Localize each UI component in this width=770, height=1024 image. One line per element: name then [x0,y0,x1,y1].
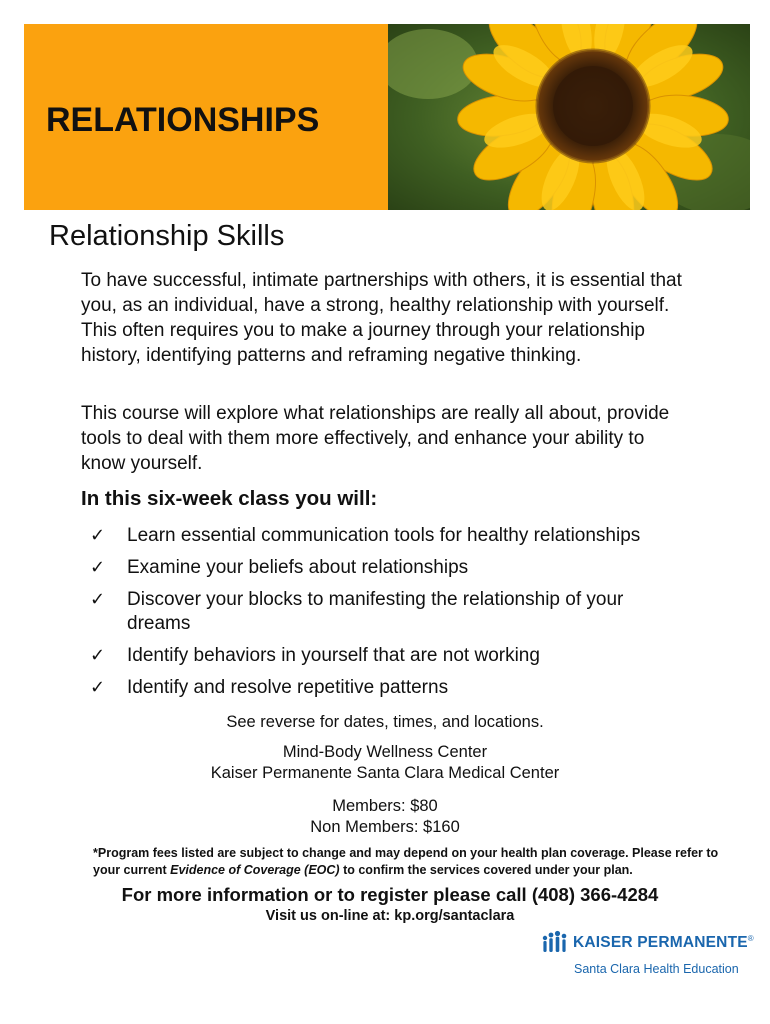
class-heading: In this six-week class you will: [81,487,378,510]
location-block [0,742,770,784]
members-fee: Members: $80 [332,797,438,815]
checklist-item [90,524,690,548]
kaiser-permanente-logo [541,930,754,958]
checkmark-icon: ✓ [90,677,106,698]
checklist-item-label: Discover your blocks to manifesting the relationship of your dreams [127,589,624,634]
logo-subtitle: Santa Clara Health Education [574,962,739,976]
checkmark-icon: ✓ [90,589,106,610]
registered-mark: ® [747,934,754,943]
fees-block [0,796,770,838]
checklist-item-label: Identify behaviors in yourself that are not working [127,645,540,666]
location-center: Mind-Body Wellness Center [282,743,488,761]
logo-name: KAISER PERMANENTE [573,934,748,952]
checkmark-icon: ✓ [90,645,106,666]
page-title: RELATIONSHIPS [46,101,320,139]
checklist-item-label: Identify and resolve repetitive patterns [127,677,449,698]
checklist-item [90,556,690,580]
people-icon [541,930,569,956]
section-title: Relationship Skills [49,220,285,252]
fee-disclaimer [93,845,733,879]
checkmark-icon: ✓ [90,557,106,578]
see-reverse-note: See reverse for dates, times, and locations. [226,713,544,731]
intro-paragraph: This course will explore what relationships are really all about, provide tools to deal with them more effectively, and enhance your ability to know yourself. [81,403,670,474]
header-banner [24,24,750,210]
disclaimer-text: *Program fees listed are subject to change and may depend on your health plan coverage. Please refer to your current [93,846,719,877]
location-facility: Kaiser Permanente Santa Clara Medical Center [210,764,560,782]
header-title-panel [24,24,388,210]
register-call-to-action: For more information or to register please call (408) 366-4284 [121,884,659,905]
checklist-item [90,644,690,668]
disclaimer-emphasis: Evidence of Coverage (EOC) [170,863,340,877]
checklist-item-label: Examine your beliefs about relationships [127,557,469,578]
checklist-item [90,676,690,700]
checkmark-icon: ✓ [90,525,106,546]
website-line[interactable]: Visit us on-line at: kp.org/santaclara [265,908,515,924]
non-members-fee: Non Members: $160 [310,818,460,836]
sunflower-image [388,24,750,210]
checklist-item [90,588,690,636]
checklist-item-label: Learn essential communication tools for healthy relationships [127,525,641,546]
disclaimer-text-end: to confirm the services covered under your plan. [339,863,633,877]
intro-paragraph: To have successful, intimate partnerships with others, it is essential that you, as an individual, have a strong, healthy relationship with yourself. This often requires you to make a journey through your relationship history, identifying patterns and reframing negative thinking. [81,270,682,366]
kaiser-permanente-wordmark [573,934,754,952]
checklist [90,524,690,708]
